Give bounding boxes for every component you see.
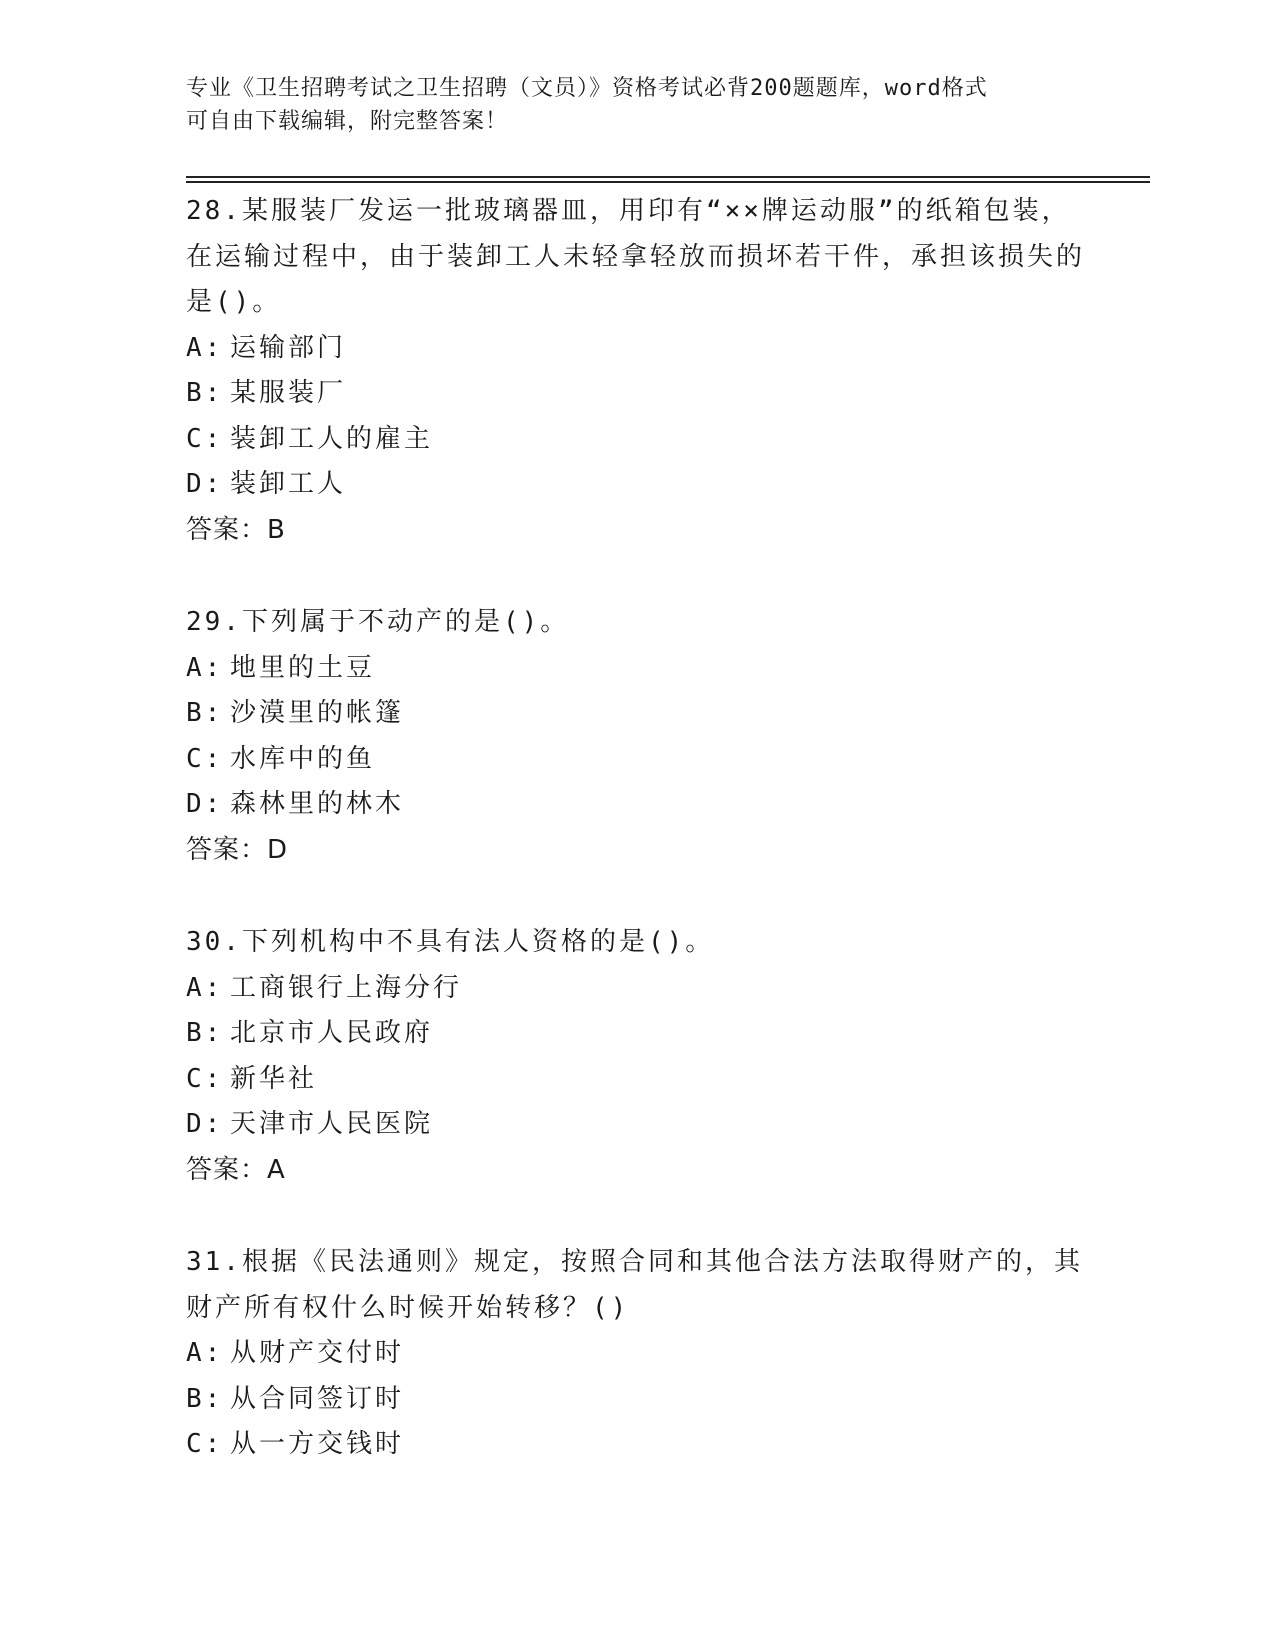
option-c — [186, 417, 1086, 463]
option-a — [186, 1331, 1086, 1377]
option-letter: B: — [186, 1383, 224, 1414]
option-text: 水库中的鱼 — [230, 743, 376, 774]
question-28 — [186, 189, 1086, 553]
question-31 — [186, 1240, 1086, 1468]
option-letter: A: — [186, 972, 224, 1003]
option-d — [186, 462, 1086, 508]
option-letter: B: — [186, 698, 224, 728]
header-divider-bottom — [186, 181, 1150, 183]
option-a — [186, 646, 1086, 692]
option-text: 装卸工人的雇主 — [230, 423, 434, 454]
option-b — [186, 691, 1086, 737]
option-a — [186, 326, 1086, 372]
option-a — [186, 966, 1086, 1012]
option-text: 天津市人民医院 — [230, 1109, 434, 1139]
option-letter: C: — [186, 1429, 224, 1459]
option-text: 装卸工人 — [230, 469, 347, 499]
option-text: 北京市人民政府 — [230, 1018, 434, 1048]
question-stem: 31.根据《民法通则》规定，按照合同和其他合法方法取得财产的，其财产所有权什么时候开始转移？() — [186, 1247, 1083, 1323]
answer-line: 答案：B — [186, 514, 286, 545]
question-list — [186, 189, 1086, 1515]
option-text: 森林里的林木 — [230, 789, 405, 819]
option-text: 某服装厂 — [230, 378, 347, 408]
option-text: 工商银行上海分行 — [230, 972, 463, 1003]
option-b — [186, 1377, 1086, 1423]
option-d — [186, 782, 1086, 828]
question-stem: 30.下列机构中不具有法人资格的是()。 — [186, 927, 715, 957]
question-stem: 29.下列属于不动产的是()。 — [186, 607, 570, 637]
option-b — [186, 371, 1086, 417]
question-30 — [186, 920, 1086, 1193]
header-divider-top — [186, 176, 1150, 178]
header-line-1: 专业《卫生招聘考试之卫生招聘（文员）》资格考试必背200题题库，word格式 — [186, 76, 988, 101]
option-text: 从财产交付时 — [230, 1338, 405, 1368]
option-text: 从合同签订时 — [230, 1383, 405, 1414]
option-text: 地里的土豆 — [230, 652, 376, 683]
option-text: 运输部门 — [230, 332, 347, 363]
option-letter: C: — [186, 423, 224, 454]
option-c — [186, 1057, 1086, 1103]
option-letter: A: — [186, 1338, 224, 1368]
option-text: 从一方交钱时 — [230, 1429, 405, 1459]
option-letter: D: — [186, 469, 224, 499]
header-line-2: 可自由下载编辑，附完整答案！ — [186, 109, 509, 134]
question-29 — [186, 600, 1086, 873]
option-letter: C: — [186, 1063, 224, 1094]
option-letter: D: — [186, 1109, 224, 1139]
document-header — [186, 72, 1066, 138]
option-letter: A: — [186, 332, 224, 363]
option-text: 沙漠里的帐篷 — [230, 698, 405, 728]
question-stem: 28.某服装厂发运一批玻璃器皿，用印有“××牌运动服”的纸箱包装，在运输过程中，由于装卸工人未轻拿轻放而损坏若干件，承担该损失的是()。 — [186, 196, 1086, 317]
answer-line: 答案：A — [186, 1154, 286, 1185]
answer-line: 答案：D — [186, 834, 289, 865]
option-letter: C: — [186, 743, 224, 774]
option-letter: D: — [186, 789, 224, 819]
option-c — [186, 1422, 1086, 1468]
option-d — [186, 1102, 1086, 1148]
option-letter: B: — [186, 1018, 224, 1048]
option-c — [186, 737, 1086, 783]
option-b — [186, 1011, 1086, 1057]
option-letter: A: — [186, 652, 224, 683]
option-text: 新华社 — [230, 1063, 318, 1094]
option-letter: B: — [186, 378, 224, 408]
